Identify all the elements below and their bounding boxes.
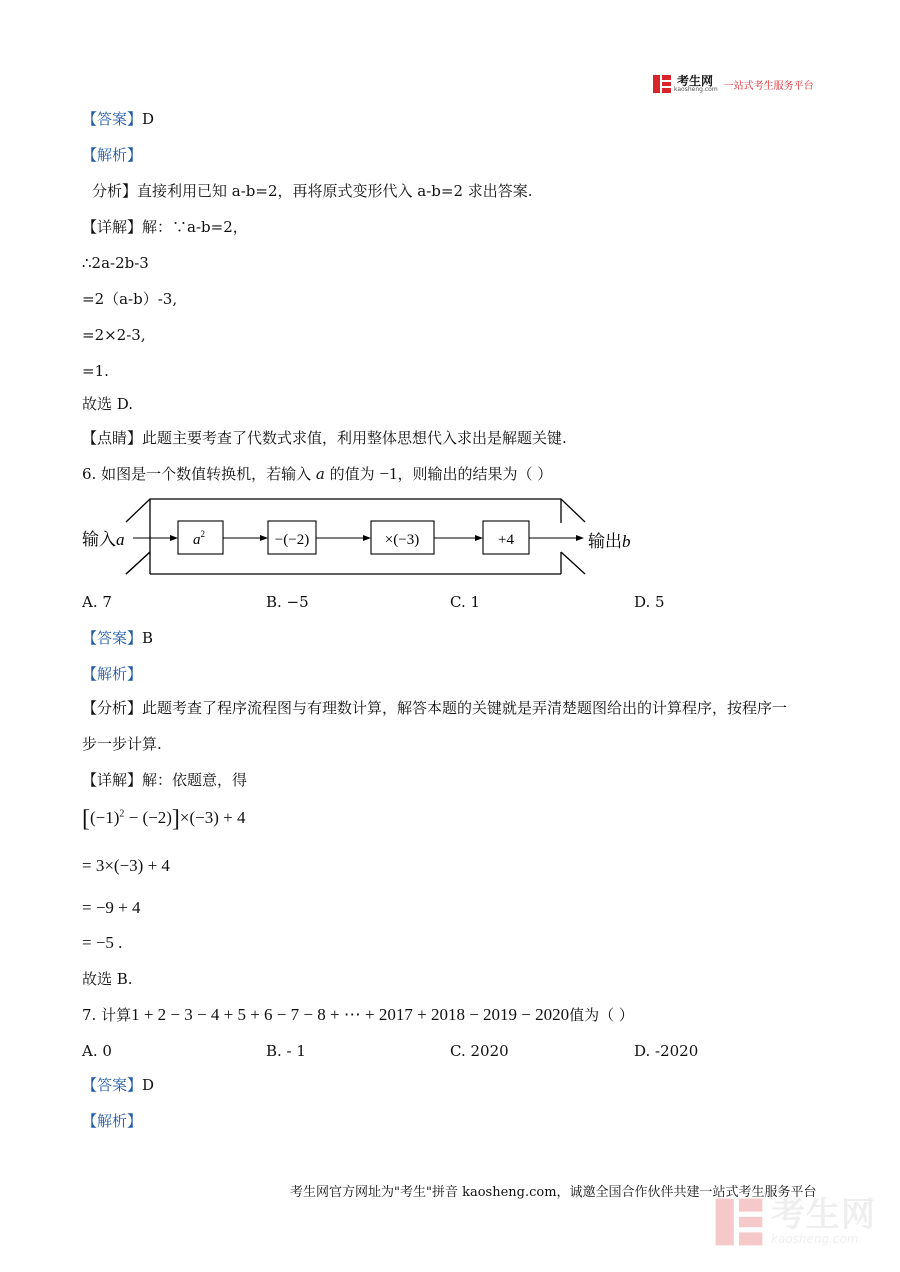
q6-stem xyxy=(82,464,552,484)
q6-option-b: B. −5 xyxy=(266,593,309,611)
q6-option-a: A. 7 xyxy=(82,593,112,611)
input-label: 输入a xyxy=(82,530,125,550)
q6-answer xyxy=(82,628,153,648)
q6-analysis-tag: 【解析】 xyxy=(82,665,143,683)
expr1-c: ×(−3) + 4 xyxy=(179,808,246,827)
q7-option-d: D. -2020 xyxy=(634,1042,699,1060)
q6-expr-1: $[(-1)^2 - (-2)]\times(-3) + 4$ xyxy=(82,806,246,832)
q5-comment xyxy=(82,428,567,448)
header-logo xyxy=(652,73,814,95)
box-label-times-neg3: ×(−3) xyxy=(384,532,420,548)
answer-value: D xyxy=(142,1076,155,1094)
footer-text: 考生网官方网址为"考生"拼音 kaosheng.com，诚邀全国合作伙伴共建一站式考生服务平台 xyxy=(290,1185,817,1200)
q6-analysis-line-1 xyxy=(82,698,787,718)
q7-option-c: C. 2020 xyxy=(450,1042,509,1060)
box-label-square: $a^2$ xyxy=(193,529,205,548)
watermark-name: 考生网 xyxy=(771,1195,876,1235)
detail-tag: 【详解】 xyxy=(82,771,143,789)
q5-step-4: =1. xyxy=(82,362,109,380)
q6-option-c: C. 1 xyxy=(450,593,481,611)
logo-name: 考生网 xyxy=(677,74,714,88)
q7-answer xyxy=(82,1075,154,1095)
expr1-b: − (−2) xyxy=(124,808,172,827)
expr1-a: (−1) xyxy=(90,808,120,827)
detail-intro: 解：依题意，得 xyxy=(142,771,248,789)
q6-stem-value: −1 xyxy=(379,464,398,483)
q5-step-1: ∴2a-2b-3 xyxy=(82,254,149,272)
q7-option-a: A. 0 xyxy=(82,1042,112,1060)
logo-domain: kaosheng.com xyxy=(674,86,718,93)
watermark xyxy=(713,1196,876,1248)
q6-option-d: D. 5 xyxy=(634,593,665,611)
q7-option-b: B. - 1 xyxy=(266,1042,306,1060)
q6-detail xyxy=(82,770,247,790)
answer-value: D xyxy=(142,110,155,128)
kaosheng-logo-icon xyxy=(652,74,672,94)
q6-expr-2: = 3×(−3) + 4 xyxy=(82,856,170,875)
q7-stem-pre: 7. 计算 xyxy=(82,1006,132,1024)
q6-stem-var: a xyxy=(315,465,325,483)
q6-expr-4: = −5 . xyxy=(82,933,123,952)
box-label-plus4: +4 xyxy=(498,532,514,548)
q6-stem-mid: 的值为 xyxy=(329,465,375,483)
watermark-logo-icon xyxy=(713,1196,765,1248)
box-label-minus-neg2: −(−2) xyxy=(274,532,310,548)
q5-analysis: 分析】直接利用已知 a-b=2，再将原式变形代入 a-b=2 求出答案. xyxy=(92,182,533,200)
q5-step-2: =2（a-b）-3, xyxy=(82,290,178,308)
analysis-line-1: 此题考查了程序流程图与有理数计算，解答本题的关键就是弄清楚题图给出的计算程序，按程序一 xyxy=(142,699,788,717)
q7-analysis-tag: 【解析】 xyxy=(82,1112,143,1130)
answer-tag: 【答案】 xyxy=(82,629,143,647)
watermark-domain: kaosheng.com xyxy=(771,1232,859,1246)
q6-analysis-line-2: 步一步计算. xyxy=(82,735,162,753)
q5-step-3: =2×2-3, xyxy=(82,326,146,344)
q5-answer xyxy=(82,109,154,129)
conversion-machine-diagram xyxy=(78,495,648,580)
answer-tag: 【答案】 xyxy=(82,1076,143,1094)
q5-analysis-tag: 【解析】 xyxy=(82,146,143,164)
logo-slogan: 一站式考生服务平台 xyxy=(723,80,814,92)
answer-tag: 【答案】 xyxy=(82,110,143,128)
q6-stem-post: ，则输出的结果为（ ） xyxy=(397,465,553,483)
q6-expr-3: = −9 + 4 xyxy=(82,898,141,917)
output-label: 输出b xyxy=(588,532,631,552)
q7-stem xyxy=(82,1005,634,1025)
analysis-sub-tag: 【分析】 xyxy=(82,699,143,717)
q7-stem-expr: 1 + 2 − 3 − 4 + 5 + 6 − 7 − 8 + ⋯ + 2017 + 2018 − 2019 − 2020 xyxy=(131,1005,570,1024)
q5-choice: 故选 D. xyxy=(82,395,134,413)
comment-text: 此题主要考查了代数式求值，利用整体思想代入求出是解题关键. xyxy=(142,429,567,447)
detail-intro: 解：∵a-b=2， xyxy=(142,218,248,236)
answer-value: B xyxy=(142,629,154,647)
comment-tag: 【点睛】 xyxy=(82,429,143,447)
q5-detail xyxy=(82,217,248,237)
q7-stem-post: 值为（ ） xyxy=(569,1006,634,1024)
q6-stem-pre: 6. 如图是一个数值转换机，若输入 xyxy=(82,465,312,483)
expr1-exp: 2 xyxy=(119,808,125,820)
q6-choice: 故选 B. xyxy=(82,970,133,988)
detail-tag: 【详解】 xyxy=(82,218,143,236)
